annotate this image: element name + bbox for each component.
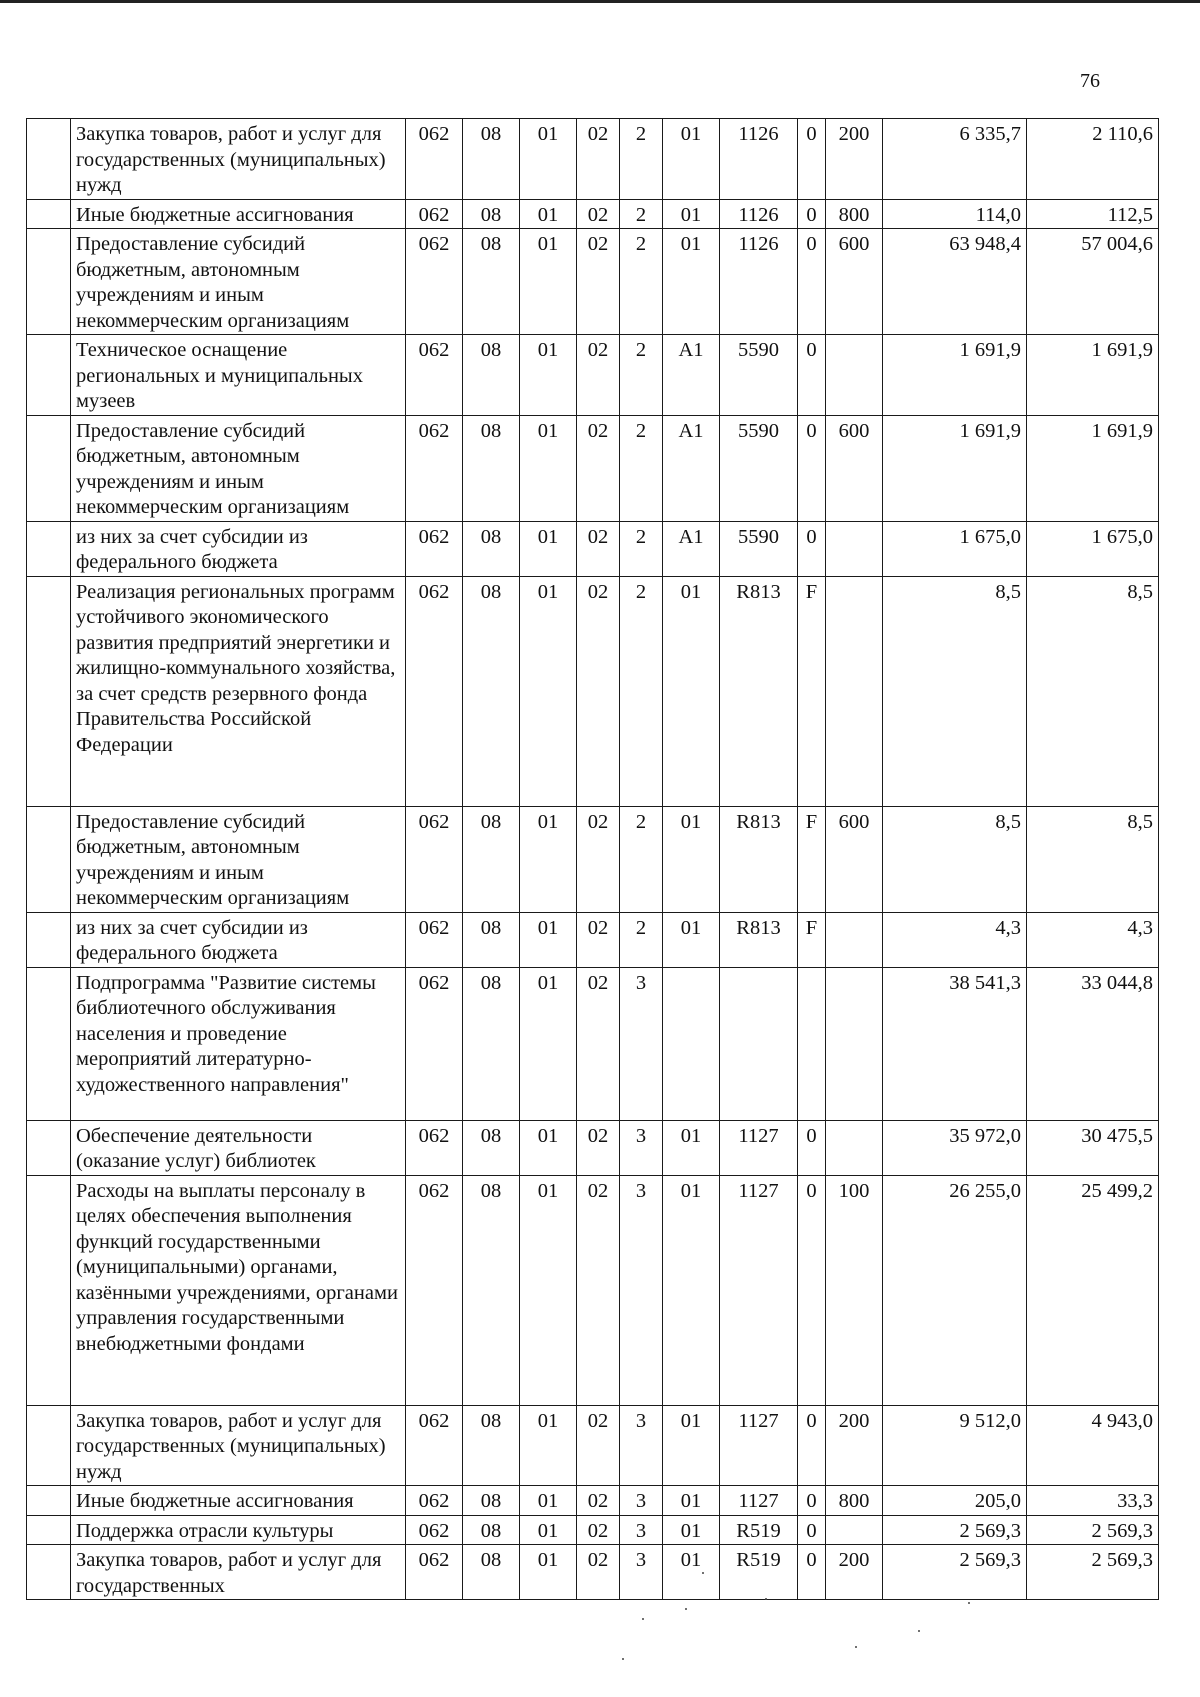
code-subprogram: 3 <box>620 967 663 1120</box>
code-direction: 1126 <box>720 199 798 229</box>
code-expense-type <box>826 967 883 1120</box>
item-name: Закупка товаров, работ и услуг для государственных (муниципальных) нужд <box>71 1405 406 1486</box>
code-program: 02 <box>577 806 620 912</box>
code-suffix: 0 <box>798 1120 826 1175</box>
code-direction: 5590 <box>720 521 798 576</box>
code-event: 01 <box>663 119 720 200</box>
code-event: 01 <box>663 806 720 912</box>
code-subprogram: 2 <box>620 335 663 416</box>
code-expense-type <box>826 521 883 576</box>
sum-executed: 8,5 <box>1027 806 1159 912</box>
code-rz: 08 <box>463 1405 520 1486</box>
code-event: 01 <box>663 912 720 967</box>
code-expense-type <box>826 1515 883 1545</box>
code-pr: 01 <box>520 119 577 200</box>
code-suffix: F <box>798 806 826 912</box>
code-subprogram: 2 <box>620 199 663 229</box>
code-pr: 01 <box>520 199 577 229</box>
code-rz: 08 <box>463 119 520 200</box>
code-subprogram: 3 <box>620 1486 663 1516</box>
table-row <box>27 521 1159 576</box>
code-expense-type: 600 <box>826 806 883 912</box>
item-name: Иные бюджетные ассигнования <box>71 1486 406 1516</box>
code-direction: 5590 <box>720 415 798 521</box>
code-rz: 08 <box>463 967 520 1120</box>
row-index-cell <box>27 967 71 1120</box>
code-rz: 08 <box>463 1486 520 1516</box>
row-index-cell <box>27 415 71 521</box>
code-pr: 01 <box>520 967 577 1120</box>
code-program: 02 <box>577 912 620 967</box>
code-program: 02 <box>577 576 620 806</box>
code-program: 02 <box>577 967 620 1120</box>
code-pr: 01 <box>520 806 577 912</box>
code-rz: 08 <box>463 912 520 967</box>
code-pr: 01 <box>520 1515 577 1545</box>
sum-planned: 2 569,3 <box>883 1545 1027 1600</box>
code-suffix: 0 <box>798 1545 826 1600</box>
code-program: 02 <box>577 199 620 229</box>
code-expense-type: 600 <box>826 229 883 335</box>
code-suffix: 0 <box>798 199 826 229</box>
code-suffix <box>798 967 826 1120</box>
row-index-cell <box>27 119 71 200</box>
code-direction: R813 <box>720 576 798 806</box>
sum-planned: 1 691,9 <box>883 335 1027 416</box>
sum-executed: 4,3 <box>1027 912 1159 967</box>
sum-planned: 205,0 <box>883 1486 1027 1516</box>
code-rz: 08 <box>463 806 520 912</box>
item-name: Техническое оснащение региональных и муниципальных музеев <box>71 335 406 416</box>
sum-planned: 8,5 <box>883 576 1027 806</box>
code-ved: 062 <box>406 119 463 200</box>
table-row <box>27 912 1159 967</box>
row-index-cell <box>27 199 71 229</box>
code-rz: 08 <box>463 521 520 576</box>
sum-planned: 1 691,9 <box>883 415 1027 521</box>
sum-planned: 8,5 <box>883 806 1027 912</box>
code-pr: 01 <box>520 1486 577 1516</box>
code-ved: 062 <box>406 199 463 229</box>
code-ved: 062 <box>406 1120 463 1175</box>
code-event <box>663 967 720 1120</box>
code-expense-type <box>826 335 883 416</box>
sum-planned: 26 255,0 <box>883 1175 1027 1405</box>
sum-planned: 114,0 <box>883 199 1027 229</box>
code-direction: R813 <box>720 912 798 967</box>
budget-table <box>26 118 1159 1600</box>
row-index-cell <box>27 229 71 335</box>
code-ved: 062 <box>406 1515 463 1545</box>
code-program: 02 <box>577 521 620 576</box>
code-subprogram: 2 <box>620 229 663 335</box>
code-suffix: 0 <box>798 415 826 521</box>
code-subprogram: 3 <box>620 1515 663 1545</box>
item-name: Предоставление субсидий бюджетным, автономным учреждениям и иным некоммерческим организациям <box>71 806 406 912</box>
row-index-cell <box>27 576 71 806</box>
code-pr: 01 <box>520 1175 577 1405</box>
code-expense-type: 100 <box>826 1175 883 1405</box>
code-expense-type: 200 <box>826 1405 883 1486</box>
item-name: Реализация региональных программ устойчивого экономического развития предприятий энергетики и жилищно-коммунального хозяйства, за счет средств резервного фонда Правительства Российской Федерации <box>71 576 406 806</box>
code-ved: 062 <box>406 1545 463 1600</box>
code-direction: R813 <box>720 806 798 912</box>
sum-executed: 2 110,6 <box>1027 119 1159 200</box>
code-event: A1 <box>663 335 720 416</box>
code-ved: 062 <box>406 967 463 1120</box>
code-pr: 01 <box>520 1120 577 1175</box>
table-row <box>27 1405 1159 1486</box>
page-number: 76 <box>1080 70 1100 92</box>
code-suffix: 0 <box>798 1486 826 1516</box>
code-suffix: 0 <box>798 119 826 200</box>
sum-executed: 1 691,9 <box>1027 335 1159 416</box>
row-index-cell <box>27 1120 71 1175</box>
item-name: Подпрограмма "Развитие системы библиотечного обслуживания населения и проведение мероприятий литературно-художественного направления" <box>71 967 406 1120</box>
code-event: 01 <box>663 1545 720 1600</box>
item-name: Предоставление субсидий бюджетным, автономным учреждениям и иным некоммерческим организациям <box>71 415 406 521</box>
sum-executed: 1 691,9 <box>1027 415 1159 521</box>
code-direction <box>720 967 798 1120</box>
code-ved: 062 <box>406 415 463 521</box>
code-program: 02 <box>577 1515 620 1545</box>
table-row <box>27 806 1159 912</box>
code-rz: 08 <box>463 335 520 416</box>
code-expense-type: 800 <box>826 1486 883 1516</box>
table-row <box>27 119 1159 200</box>
row-index-cell <box>27 1515 71 1545</box>
item-name: Закупка товаров, работ и услуг для государственных <box>71 1545 406 1600</box>
sum-planned: 38 541,3 <box>883 967 1027 1120</box>
item-name: Расходы на выплаты персоналу в целях обеспечения выполнения функций государственными (муниципальными) органами, казёнными учреждениями, органами управления государственными внебюджетными фондами <box>71 1175 406 1405</box>
code-pr: 01 <box>520 335 577 416</box>
item-name: Поддержка отрасли культуры <box>71 1515 406 1545</box>
row-index-cell <box>27 335 71 416</box>
code-subprogram: 2 <box>620 119 663 200</box>
code-subprogram: 3 <box>620 1405 663 1486</box>
row-index-cell <box>27 1486 71 1516</box>
code-program: 02 <box>577 415 620 521</box>
code-event: 01 <box>663 1405 720 1486</box>
code-ved: 062 <box>406 1486 463 1516</box>
code-suffix: 0 <box>798 229 826 335</box>
code-rz: 08 <box>463 1545 520 1600</box>
code-expense-type <box>826 576 883 806</box>
code-event: 01 <box>663 229 720 335</box>
code-rz: 08 <box>463 1120 520 1175</box>
sum-planned: 9 512,0 <box>883 1405 1027 1486</box>
code-pr: 01 <box>520 1545 577 1600</box>
code-suffix: 0 <box>798 1405 826 1486</box>
code-direction: 5590 <box>720 335 798 416</box>
row-index-cell <box>27 806 71 912</box>
code-rz: 08 <box>463 576 520 806</box>
code-suffix: F <box>798 576 826 806</box>
code-subprogram: 2 <box>620 912 663 967</box>
item-name: из них за счет субсидии из федерального бюджета <box>71 912 406 967</box>
item-name: Обеспечение деятельности (оказание услуг) библиотек <box>71 1120 406 1175</box>
code-rz: 08 <box>463 415 520 521</box>
sum-executed: 112,5 <box>1027 199 1159 229</box>
code-ved: 062 <box>406 521 463 576</box>
sum-planned: 35 972,0 <box>883 1120 1027 1175</box>
code-program: 02 <box>577 335 620 416</box>
code-expense-type: 200 <box>826 119 883 200</box>
code-expense-type <box>826 912 883 967</box>
code-program: 02 <box>577 1120 620 1175</box>
sum-planned: 1 675,0 <box>883 521 1027 576</box>
row-index-cell <box>27 1175 71 1405</box>
code-direction: 1127 <box>720 1486 798 1516</box>
code-event: 01 <box>663 1515 720 1545</box>
code-suffix: 0 <box>798 1515 826 1545</box>
item-name: Закупка товаров, работ и услуг для государственных (муниципальных) нужд <box>71 119 406 200</box>
table-row <box>27 576 1159 806</box>
code-suffix: 0 <box>798 521 826 576</box>
item-name: из них за счет субсидии из федерального бюджета <box>71 521 406 576</box>
table-row <box>27 415 1159 521</box>
code-expense-type <box>826 1120 883 1175</box>
sum-planned: 4,3 <box>883 912 1027 967</box>
row-index-cell <box>27 1405 71 1486</box>
code-subprogram: 2 <box>620 576 663 806</box>
code-subprogram: 3 <box>620 1175 663 1405</box>
code-ved: 062 <box>406 576 463 806</box>
sum-planned: 2 569,3 <box>883 1515 1027 1545</box>
code-event: 01 <box>663 1120 720 1175</box>
code-pr: 01 <box>520 229 577 335</box>
row-index-cell <box>27 912 71 967</box>
code-subprogram: 3 <box>620 1120 663 1175</box>
sum-executed: 2 569,3 <box>1027 1515 1159 1545</box>
code-direction: R519 <box>720 1515 798 1545</box>
code-subprogram: 2 <box>620 806 663 912</box>
code-expense-type: 200 <box>826 1545 883 1600</box>
table-row <box>27 1175 1159 1405</box>
sum-executed: 57 004,6 <box>1027 229 1159 335</box>
code-pr: 01 <box>520 576 577 806</box>
code-event: A1 <box>663 415 720 521</box>
code-program: 02 <box>577 1486 620 1516</box>
code-event: 01 <box>663 199 720 229</box>
code-suffix: 0 <box>798 1175 826 1405</box>
code-rz: 08 <box>463 1515 520 1545</box>
item-name: Иные бюджетные ассигнования <box>71 199 406 229</box>
code-direction: 1126 <box>720 119 798 200</box>
code-subprogram: 3 <box>620 1545 663 1600</box>
code-ved: 062 <box>406 912 463 967</box>
sum-planned: 63 948,4 <box>883 229 1027 335</box>
table-row <box>27 1120 1159 1175</box>
code-ved: 062 <box>406 229 463 335</box>
code-ved: 062 <box>406 1175 463 1405</box>
table-row <box>27 1545 1159 1600</box>
code-ved: 062 <box>406 806 463 912</box>
code-direction: R519 <box>720 1545 798 1600</box>
table-row <box>27 335 1159 416</box>
code-event: 01 <box>663 1175 720 1405</box>
table-row <box>27 229 1159 335</box>
sum-executed: 33 044,8 <box>1027 967 1159 1120</box>
code-suffix: 0 <box>798 335 826 416</box>
code-ved: 062 <box>406 1405 463 1486</box>
table-row <box>27 1515 1159 1545</box>
budget-table-body <box>27 119 1159 1600</box>
code-program: 02 <box>577 119 620 200</box>
table-row <box>27 199 1159 229</box>
table-row <box>27 967 1159 1120</box>
code-rz: 08 <box>463 229 520 335</box>
code-program: 02 <box>577 1175 620 1405</box>
table-row <box>27 1486 1159 1516</box>
code-direction: 1127 <box>720 1405 798 1486</box>
code-event: A1 <box>663 521 720 576</box>
code-program: 02 <box>577 1545 620 1600</box>
sum-executed: 8,5 <box>1027 576 1159 806</box>
code-subprogram: 2 <box>620 521 663 576</box>
sum-executed: 30 475,5 <box>1027 1120 1159 1175</box>
code-expense-type: 800 <box>826 199 883 229</box>
sum-executed: 33,3 <box>1027 1486 1159 1516</box>
code-event: 01 <box>663 576 720 806</box>
sum-executed: 4 943,0 <box>1027 1405 1159 1486</box>
sum-executed: 25 499,2 <box>1027 1175 1159 1405</box>
code-rz: 08 <box>463 1175 520 1405</box>
code-rz: 08 <box>463 199 520 229</box>
code-program: 02 <box>577 229 620 335</box>
code-pr: 01 <box>520 415 577 521</box>
code-event: 01 <box>663 1486 720 1516</box>
row-index-cell <box>27 521 71 576</box>
sum-executed: 2 569,3 <box>1027 1545 1159 1600</box>
code-direction: 1126 <box>720 229 798 335</box>
code-suffix: F <box>798 912 826 967</box>
code-pr: 01 <box>520 1405 577 1486</box>
code-subprogram: 2 <box>620 415 663 521</box>
code-direction: 1127 <box>720 1175 798 1405</box>
code-pr: 01 <box>520 912 577 967</box>
code-expense-type: 600 <box>826 415 883 521</box>
sum-executed: 1 675,0 <box>1027 521 1159 576</box>
sum-planned: 6 335,7 <box>883 119 1027 200</box>
item-name: Предоставление субсидий бюджетным, автономным учреждениям и иным некоммерческим организациям <box>71 229 406 335</box>
code-direction: 1127 <box>720 1120 798 1175</box>
code-program: 02 <box>577 1405 620 1486</box>
row-index-cell <box>27 1545 71 1600</box>
scan-edge <box>0 0 1200 3</box>
code-pr: 01 <box>520 521 577 576</box>
code-ved: 062 <box>406 335 463 416</box>
